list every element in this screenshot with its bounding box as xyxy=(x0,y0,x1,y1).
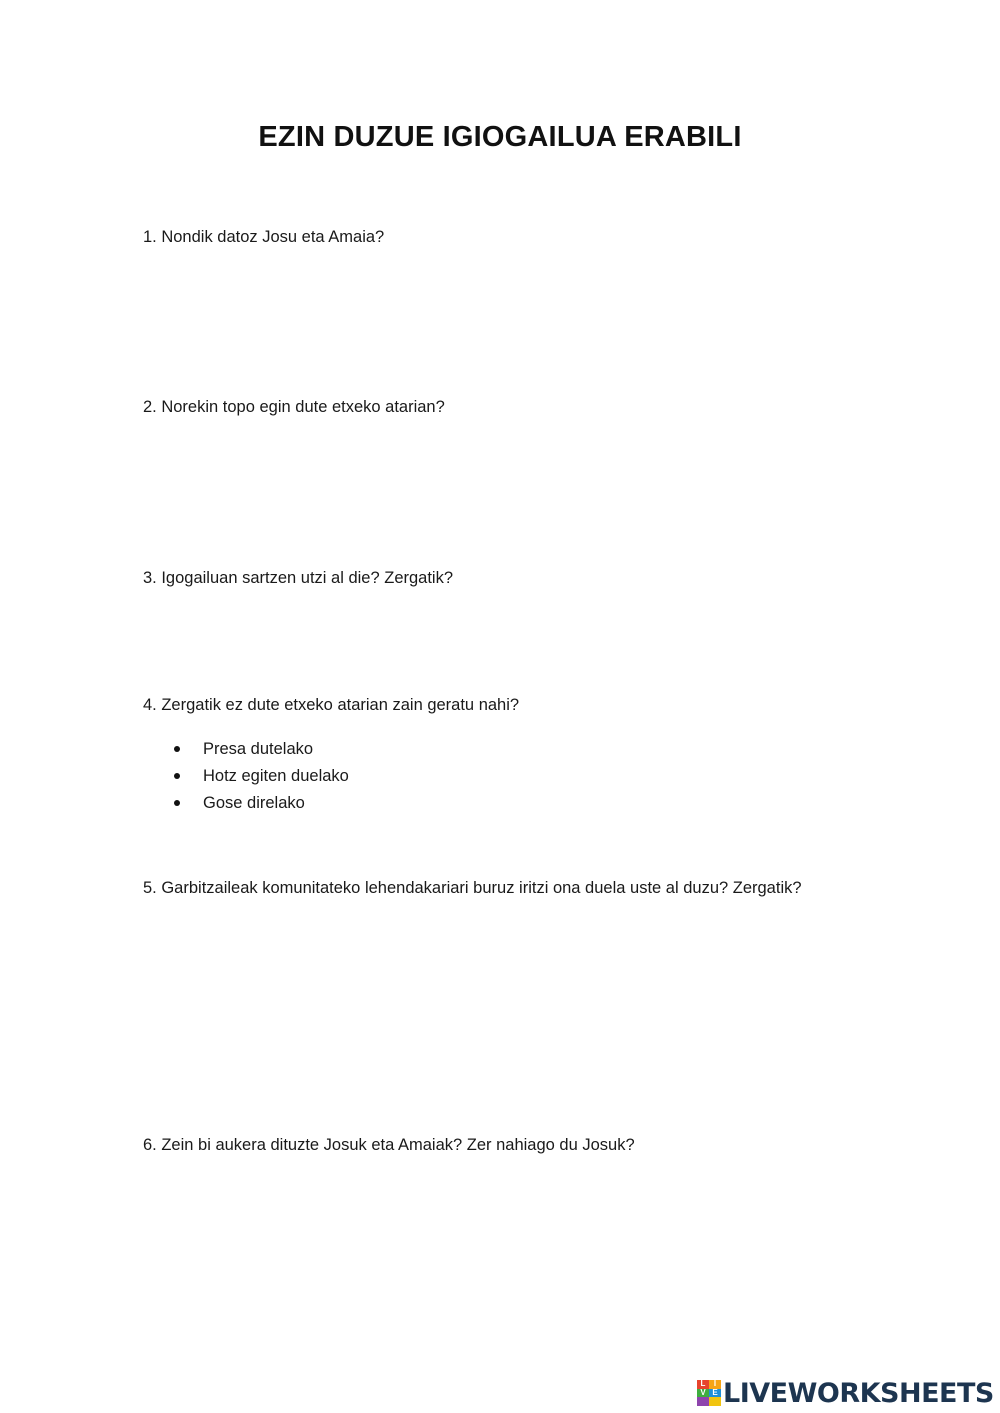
answer-options-list xyxy=(172,738,349,819)
answer-option-label: Gose direlako xyxy=(203,794,305,812)
answer-option[interactable] xyxy=(172,765,349,792)
logo-mark-letter: I xyxy=(709,1380,721,1389)
answer-option[interactable] xyxy=(172,792,349,819)
logo-mark-block xyxy=(709,1397,721,1406)
question-5: 5. Garbitzaileak komunitateko lehendakariari buruz iritzi ona duela uste al duzu? Zergatik? xyxy=(143,879,802,897)
question-1: 1. Nondik datoz Josu eta Amaia? xyxy=(143,228,385,246)
answer-option-label: Hotz egiten duelako xyxy=(203,767,349,785)
logo-mark-letter: V xyxy=(697,1389,709,1398)
bullet-icon xyxy=(174,800,180,806)
liveworksheets-logo xyxy=(697,1376,994,1410)
answer-option[interactable] xyxy=(172,738,349,765)
logo-mark-block xyxy=(697,1397,709,1406)
question-4: 4. Zergatik ez dute etxeko atarian zain geratu nahi? xyxy=(143,696,520,714)
question-3: 3. Igogailuan sartzen utzi al die? Zergatik? xyxy=(143,569,454,587)
liveworksheets-logo-icon xyxy=(697,1380,721,1406)
bullet-icon xyxy=(174,746,180,752)
logo-mark-letter: L xyxy=(697,1380,709,1389)
logo-text: LIVEWORKSHEETS xyxy=(723,1377,994,1409)
answer-option-label: Presa dutelako xyxy=(203,740,314,758)
question-2: 2. Norekin topo egin dute etxeko atarian? xyxy=(143,398,445,416)
worksheet-title: EZIN DUZUE IGIOGAILUA ERABILI xyxy=(258,121,742,153)
bullet-icon xyxy=(174,773,180,779)
logo-mark-letter: E xyxy=(709,1389,721,1398)
question-6: 6. Zein bi aukera dituzte Josuk eta Amaiak? Zer nahiago du Josuk? xyxy=(143,1136,635,1154)
